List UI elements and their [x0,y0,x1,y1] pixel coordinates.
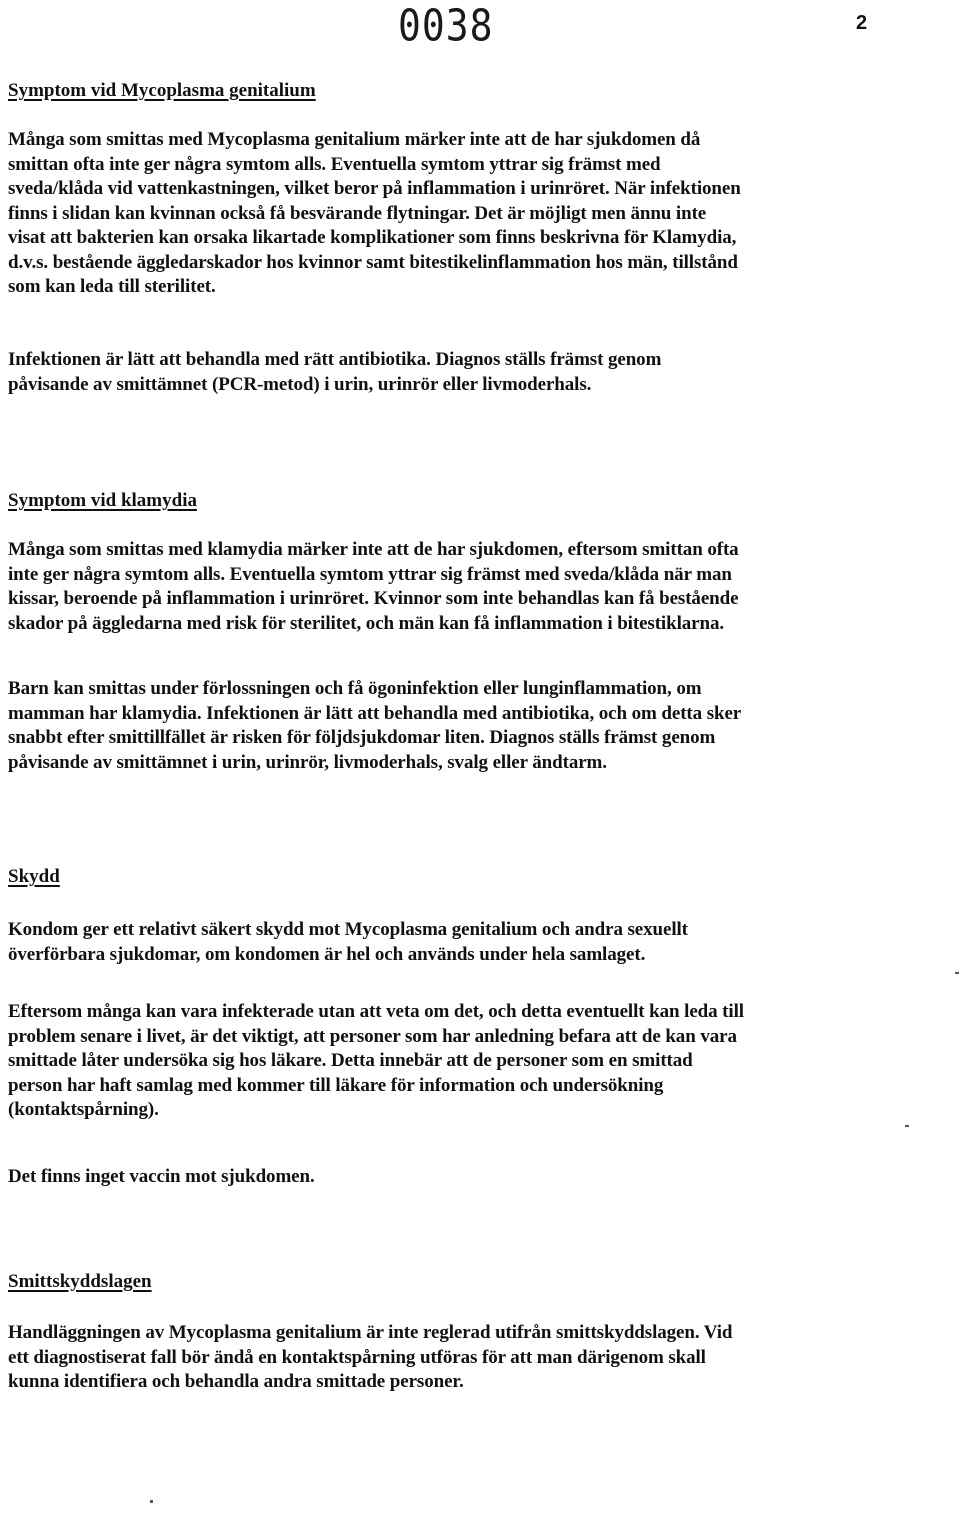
text-line: ett diagnostiserat fall bör ändå en kontaktspårning utföras för att man därigenom skall [8,1346,706,1368]
text-line: som kan leda till sterilitet. [8,276,216,297]
text-line: Barn kan smittas under förlossningen och få ögoninfektion eller lunginflammation, om [8,678,702,699]
text-line: överförbara sjukdomar, om kondomen är hel och används under hela samlaget. [8,943,646,965]
text-line: Många som smittas med klamydia märker inte att de har sjukdomen, eftersom smittan ofta [8,539,739,560]
text-line: Många som smittas med Mycoplasma genitalium märker inte att de har sjukdomen då [8,129,701,150]
scan-speck [150,1500,153,1503]
paragraph-mycoplasma-treatment [8,348,661,397]
text-line: Kondom ger ett relativt säkert skydd mot Mycoplasma genitalium och andra sexuellt [8,919,688,940]
text-line: finns i slidan kan kvinnan också få besvärande flytningar. Det är möjligt men ännu inte [8,202,707,224]
text-line: inte ger några symtom alls. Eventuella symtom yttrar sig främst med sveda/klåda när man [8,563,732,585]
heading-communicable-diseases-act: Smittskyddslagen [8,1271,152,1292]
paragraph-condom [8,918,688,967]
heading-protection: Skydd [8,866,60,887]
text-line: d.v.s. bestående äggledarskador hos kvinnor samt bitestikelinflammation hos män, tillstånd [8,251,738,273]
text-line: skador på äggledarna med risk för sterilitet, och män kan få inflammation i bitestiklarna. [8,612,725,634]
text-line: påvisande av smittämnet i urin, urinrör, livmoderhals, svalg eller ändtarm. [8,751,607,773]
text-line: Det finns inget vaccin mot sjukdomen. [8,1166,315,1187]
paragraph-communicable-diseases-act [8,1321,732,1395]
text-line: person har haft samlag med kommer till läkare för information och undersökning [8,1074,664,1096]
text-line: problem senare i livet, är det viktigt, att personer som har anledning befara att de kan vara [8,1025,737,1047]
text-line: snabbt efter smittillfället är risken för följdsjukdomar liten. Diagnos ställs främst genom [8,727,716,748]
text-line: (kontaktspårning). [8,1099,159,1120]
paragraph-chlamydia-children [8,677,741,775]
page-number: 2 [856,12,868,34]
text-line: Handläggningen av Mycoplasma genitalium är inte reglerad utifrån smittskyddslagen. Vid [8,1322,733,1343]
paragraph-no-vaccine [8,1165,315,1190]
text-line: smittade låter undersöka sig hos läkare. Detta innebär att de personer som en smittad [8,1050,693,1071]
paragraph-chlamydia-symptoms [8,538,739,636]
text-line: påvisande av smittämnet (PCR-metod) i urin, urinrör eller livmoderhals. [8,373,592,395]
scan-speck [905,1125,909,1127]
text-line: visat att bakterien kan orsaka likartade komplikationer som finns beskrivna för Klamydia, [8,227,737,248]
document-stamp-number: 0038 [398,0,494,51]
text-line: kissar, beroende på inflammation i urinröret. Kvinnor som inte behandlas kan få bestående [8,588,739,609]
text-line: kunna identifiera och behandla andra smittade personer. [8,1371,464,1392]
heading-mycoplasma-symptoms: Symptom vid Mycoplasma genitalium [8,80,316,101]
text-line: sveda/klåda vid vattenkastningen, vilket beror på inflammation i urinröret. När infektionen [8,178,741,199]
text-line: smittan ofta inte ger några symtom alls. Eventuella symtom yttrar sig främst med [8,153,661,175]
scan-speck [955,972,959,974]
text-line: Eftersom många kan vara infekterade utan att veta om det, och detta eventuellt kan leda till [8,1001,744,1022]
text-line: mamman har klamydia. Infektionen är lätt att behandla med antibiotika, och om detta sker [8,702,742,724]
paragraph-mycoplasma-symptoms [8,128,741,300]
paragraph-contact-tracing [8,1000,744,1123]
heading-chlamydia-symptoms: Symptom vid klamydia [8,490,197,511]
text-line: Infektionen är lätt att behandla med rätt antibiotika. Diagnos ställs främst genom [8,349,662,370]
